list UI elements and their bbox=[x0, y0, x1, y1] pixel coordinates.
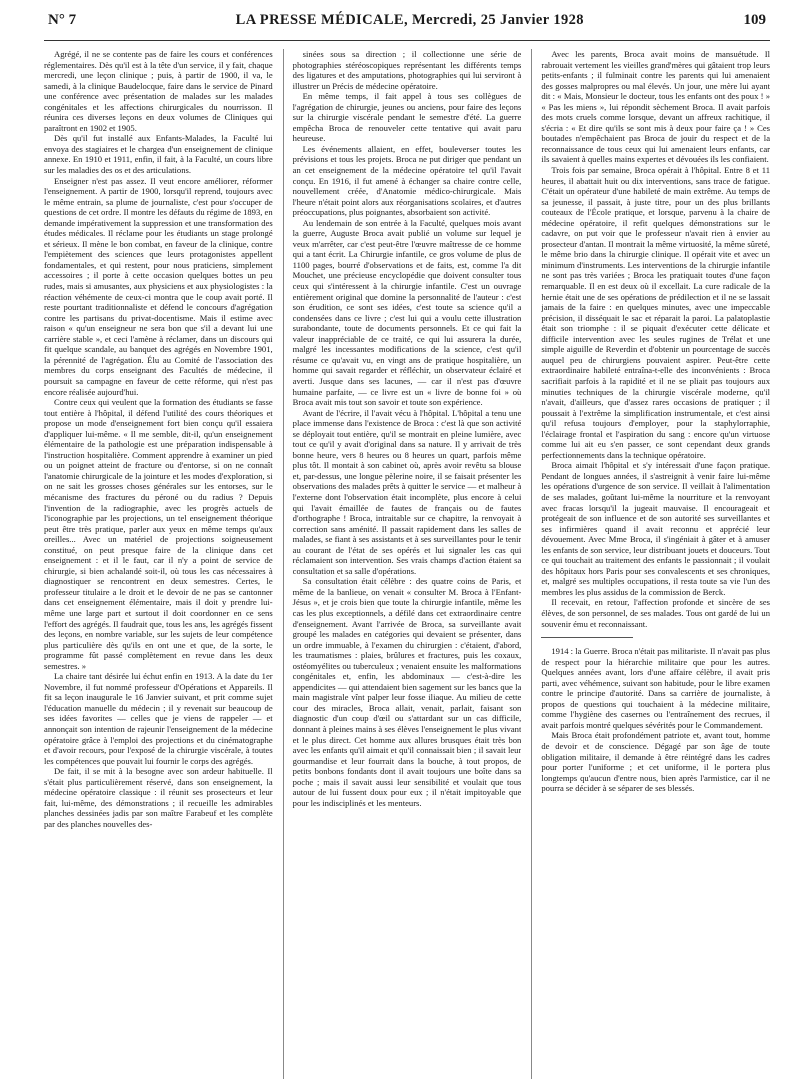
paragraph: Trois fois par semaine, Broca opérait à l'hôpital. Entre 8 et 11 heures, il abattait huit ou dix interventions, sans trace de fatigue. C'était un opérateur d'une habileté de main extrême. Au temps de sa jeunesse, il passait, à juste titre, pour un des plus brillants couteaux de l'École pratique, et lorsque, parvenu à la chaire de médecine opératoire, il refit quelques démonstrations sur le cadavre, on put voir que le professeur n'avait rien à envier au prosecteur d'antan. Il montrait la même virtuosité, la même sûreté, le même brio dans la chirurgie clinique. Il opérait vite et avec un minimum d'instruments. Les interventions de la chirurgie infantile ne sont pas très variées ; Broca les pratiquait toutes d'une façon remarquable. Il en est deux où il excellait. La cure radicale de la hernie était une de ses opérations de prédilection et il ne se lassait jamais de la faire : en quelques minutes, avec une impeccable précision, il disséquait le sac et réparait la paroi. La palatoplastie était son triomphe : il se piquait d'exécuter cette délicate et difficile intervention avec les seules rugines de Trélat et une simple aiguille de Reverdin et d'obtenir un pourcentage de succès auquel peu de chirurgiens pouvaient aspirer. Peut-être cette extraordinaire habileté entraîna-t-elle des inconvénients : Broca sacrifiait parfois à la rapidité et il ne se pliait pas toujours aux minuties techniques de la chirurgie viscérale moderne, qu'il n'avait, d'ailleurs, que d'assez rares occasions de pratiquer ; il poussait à l'extrême la simplification instrumentale, et c'est ainsi qu'il refusa toujours d'employer, pour la staphylorraphie, l'éclairage frontal et l'aspiration du sang : encore qu'un virtuose comme lui ait eu s'en passer, ce sont cependant deux grands perfectionnements dans la technique opératoire. bbox=[541, 165, 771, 460]
column-1 bbox=[44, 49, 273, 1079]
paragraph: Les événements allaient, en effet, bouleverser toutes les prévisions et tous les projets. Broca ne put diriger que pendant un an cet enseignement de la médecine opératoire tel qu'il l'avait conçu. En 1916, il fut amené à échanger sa chaire contre celle, nouvellement créée, d'Anatomie médico-chirurgicale. Mais l'heure n'était point alors aux réorganisations scolaires, et d'autres préoccupations, plus poignantes, absorbaient son activité. bbox=[292, 143, 522, 218]
paragraph: Il recevait, en retour, l'affection profonde et sincère de ses élèves, de son personnel, de ses malades. Tous ont gardé de lui un souvenir ému et reconnaissant. bbox=[541, 597, 771, 629]
paragraph: Avec les parents, Broca avait moins de mansuétude. Il rabrouait vertement les vieilles grand'mères qui gâtaient trop leurs petits-enfants ; il fulminait contre les parents qui lui amenaient des gosses malpropres ou mal élevés. Un jour, une mère lui ayant dit : « Mais, Monsieur le docteur, tous les enfants ont des poux ! » « Pas les miens », lui répondit sèchement Broca. Il avait parfois des mots cruels comme lorsque, devant un affreux rachitique, il s'écria : « Et dire qu'ils se sont mis à deux pour faire ça ! » Ces boutades n'empêchaient pas Broca de jouir du respect et de la reconnaissance de tous ceux qui lui amenaient leurs enfants, car ils savaient à quelles mains expertes et dévouées ils les confiaient. bbox=[541, 49, 771, 165]
page-header bbox=[44, 12, 770, 41]
column-3 bbox=[531, 49, 770, 1079]
paragraph: Dès qu'il fut installé aux Enfants-Malades, la Faculté lui envoya des stagiaires et le chargea d'un enseignement de clinique annexe. En 1910 et 1911, enfin, il fait, à la Faculté, un cours libre sur les maladies des os et des articulations. bbox=[44, 133, 273, 176]
paragraph: Agrégé, il ne se contente pas de faire les cours et conférences réglementaires. Dès qu'il est à la tête d'un service, il y fait, chaque mercredi, une leçon clinique ; puis, à partir de 1900, il va, le samedi, à la clinique Baudelocque, faire dans le service de Pinard une conférence avec présentation de malades sur les malades congénitales et les affections chirurgicales du nourrisson. Il réunira ces diverses leçons en deux volumes de Cliniques qui paraîtront en 1902 et 1905. bbox=[44, 49, 273, 133]
page-number: 109 bbox=[743, 12, 766, 28]
paragraph: Avant de l'écrire, il l'avait vécu à l'hôpital. L'hôpital a tenu une place immense dans l'existence de Broca : c'est là que son activité se déployait tout entière, qu'il se montrait en pleine lumière, avec tout ce qu'il y avait d'original dans sa nature. Il y arrivait de très bonne heure, vers 8 heures ou 8 heures un quart, parfois même plus tôt. Il montait à son cabinet où, après avoir revêtu sa blouse et, par-dessus, une longue pèlerine noire, il se faisait présenter les observations des malades prêts à quitter le service — et malheur à l'externe dont l'observation était incomplète, plus encore à celui qui l'avait émaillée de fautes de français ou de fautes d'orthographe ! Broca, intraitable sur ce chapitre, la renvoyait à correction sans aménité. Il passait rapidement dans les salles de malades, se fiant à ses assistants et à ses surveillantes pour le tenir au courant de l'état de ses opérés et lui signaler les cas qui réclamaient son intervention. Ses vrais champs d'action étaient sa consultation et sa salle d'opérations. bbox=[292, 407, 522, 576]
column-2 bbox=[283, 49, 522, 1079]
article-columns bbox=[44, 49, 770, 1079]
journal-title: LA PRESSE MÉDICALE, Mercredi, 25 Janvier 1928 bbox=[235, 12, 584, 28]
paragraph: 1914 : la Guerre. Broca n'était pas militariste. Il n'avait pas plus de respect pour la hiérarchie militaire que pour les autres. Quelques années avant, lors d'une affaire célèbre, il avait pris parti, avec véhémence, suivant son habitude, pour le libre examen contre le principe d'autorité. Dans sa carrière de journaliste, à propos de questions qui touchaient à la médecine militaire, comme l'hygiène des casernes ou l'entraînement des recrues, il avait parfois montré quelques sévérités pour le Commandement. bbox=[541, 646, 771, 730]
paragraph: sinées sous sa direction ; il collectionne une série de photographies stéréoscopiques représentant les différents temps des ligatures et des amputations, photographies qui lui serviront à illustrer un Précis de médecine opératoire. bbox=[292, 49, 522, 91]
paragraph: Mais Broca était profondément patriote et, avant tout, homme de devoir et de conscience. Dégagé par son âge de toute obligation militaire, il demande à être réintégré dans les cadres pour porter l'uniforme ; et cet uniforme, il le portera plus longtemps qu'aucun d'entre nous, bien après l'armistice, car il ne pourra se décider à se séparer de ses blessés. bbox=[541, 730, 771, 794]
paragraph: De fait, il se mit à la besogne avec son ardeur habituelle. Il s'était plus particulièrement réservé, dans son enseignement, la médecine opératoire classique : il réunit ses prosecteurs et leur fait, lui-même, des démonstrations ; il recueille les admirables planches dessinées jadis par son maître Farabeuf et les complète par des planches nouvelles des- bbox=[44, 766, 273, 829]
paragraph: Enseigner n'est pas assez. Il veut encore améliorer, réformer l'enseignement. A partir de 1900, lorsqu'il reprend, toujours avec le même entrain, sa plume de journaliste, c'est pour s'occuper de questions de cet ordre. Il montre les défauts du régime de 1893, en demande impérativement la suppression et une transformation des études médicales. Il réclame pour les étudiants un stage prolongé et sérieux. Il mène le bon combat, en faveur de la clinique, contre l'empiètement des sciences que leurs protagonistes appellent fondamentales, et qui restent, pour nous praticiens, simplement accessoires ; il porte à cette occasion quelques bottes un peu rudes, mais si amusantes, aux physiciens et aux physiologistes : la réaction véhémente de ceux-ci montra que le coup avait porté. Il reste pourtant traditionnaliste et défend le concours d'agrégation contre les partisans du privat-docentisme. Mais il estime avec raison « qu'un enseigneur ne sera bon que s'il a devant lui une carrière stable », et ceci l'amène à réclamer, dans un discours qui fit quelque scandale, au banquet des agrégés en Novembre 1901, la pérennité de l'agrégation. Élu au Comité de l'association des membres du corps enseignant des Facultés de médecine, il poursuit sa campagne en faveur de cette réforme, qui n'est pas encore réalisée aujourd'hui. bbox=[44, 175, 273, 397]
paragraph: Broca aimait l'hôpital et s'y intéressait d'une façon pratique. Pendant de longues années, il s'astreignit à venir faire lui-même les opérations d'urgence de son service. Il veillait à l'alimentation de ses malades, goûtant lui-même la nourriture et la renvoyant avec fracas lorsqu'il la jugeait mauvaise. Il encourageait et protégeait de son influence et de son autorité ses surveillantes et ses infirmières quand il avait reconnu et apprécié leur dévouement. Avec Mme Broca, il s'ingéniait à gâter et à amuser les enfants de son service, leur distribuant jouets et douceurs. Tout ce qui touchait au traitement des enfants le passionnait ; il voulait des hôpitaux hors Paris pour ses convalescents et ses chroniques, et, malgré ses multiples occupations, il resta toute sa vie l'un des membres les plus assidus de la commission de Berck. bbox=[541, 460, 771, 597]
section-divider bbox=[541, 637, 632, 638]
paragraph: En même temps, il fait appel à tous ses collègues de l'agrégation de chirurgie, jeunes ou anciens, pour faire des leçons sur la chirurgie viscérale pendant le semestre d'été. La guerre empêcha Broca de renouveler cette tentative qui avait paru heureuse. bbox=[292, 91, 522, 144]
paragraph: La chaire tant désirée lui échut enfin en 1913. A la date du 1er Novembre, il fut nommé professeur d'Opérations et Appareils. Il fit sa leçon inaugurale le 16 Janvier suivant, et prit comme sujet l'éducation manuelle du médecin ; il y revenait sur beaucoup de ses idées favorites — celles que je viens de rappeler — et annonçait son intention de rajeunir l'enseignement de la médecine opératoire grâce à l'emploi des projections et du cinématographe et d'avoir recours, pour l'exposé de la chirurgie viscérale, à toutes les compétences que pouvait lui fournir le corps des agrégés. bbox=[44, 671, 273, 766]
paragraph: Au lendemain de son entrée à la Faculté, quelques mois avant la guerre, Auguste Broca avait publié un volume sur lequel je veux m'arrêter, car c'est peut-être l'œuvre maîtresse de ce homme qui a tant écrit. La Chirurgie infantile, ce gros volume de plus de 1100 pages, bourré d'observations et de faits, est, comme l'a dit Mouchet, une précieuse encyclopédie que doivent consulter tous ceux qui s'intéressent à la chirurgie infantile. C'est un ouvrage entièrement original que domine la personnalité de l'auteur : c'est son érudition, ce sont ses idées, c'est toute sa science qu'il a condensées dans ce livre ; c'est lui qui a voulu cette illustration surabondante, toute de documents personnels. Et ce qui fait la valeur inappréciable de ce traité, ce qui lui assurera la durée, malgré les incessantes modifications de la science, c'est qu'il résume ce qu'avait vu, en vingt ans de pratique hospitalière, un homme qui savait regarder et réfléchir, un observateur éclairé et averti. Jusque dans ses lacunes, — car il n'est pas d'œuvre humaine parfaite, — ce livre est un « livre de bonne foi » où Broca avait mis tout son savoir et toute son expérience. bbox=[292, 217, 522, 408]
issue-number: N° 7 bbox=[48, 12, 77, 28]
paragraph: Sa consultation était célèbre : des quatre coins de Paris, et même de la banlieue, on venait « consulter M. Broca à l'Enfant-Jésus », et je crois bien que toute la chirurgie infantile, même les cas les plus exceptionnels, a défilé dans cet extraordinaire centre d'enseignement. Avant l'arrivée de Broca, sa surveillante avait groupé les malades en catégories qui devaient se présenter, dans un ordre immuable, à l'examen du chirurgien : c'étaient, d'abord, les traumatismes : plaies, brûlures et fractures, puis les coxaux, ostéomyélites ou tuberculeux ; venaient ensuite les malformations congénitales et, enfin, les abdominaux — c'est-à-dire les appendicites — qui attendaient bien sagement sur les bancs que la main magistrale vînt palper leur fosse iliaque. Au milieu de cette cour des miracles, Broca allait, venait, parlait, faisant son diagnostic d'un coup d'œil ou s'attardant sur un cas difficile, donnant à pleines mains à ses élèves l'enseignement le plus vivant et le plus direct. Cet homme aux allures brusques était très bon avec les enfants qu'il aimait et qu'il connaissait bien ; il savait leur gourmandise et leur fourrait dans la bouche, à tout propos, de petits bonbons fondants dont il avait toujours une boîte dans sa poche ; mais il savait aussi leur sensibilité et voulait que tous autour de lui fussent doux pour eux ; il n'était impitoyable que pour les indisciplinés et les menteurs. bbox=[292, 576, 522, 808]
paragraph: Contre ceux qui veulent que la formation des étudiants se fasse tout entière à l'hôpital, il défend l'utilité des cours théoriques et propose un mode d'enseignement fort bien conçu qu'il essaiera d'appliquer lui-même. « Il me semble, dit-il, qu'un enseignement élémentaire de la pathologie est une préparation indispensable à l'instruction hospitalière. Comment apprendre à examiner un pied ou un poignet atteint de fracture ou d'entorse, si on ne connaît l'anatomie chirurgicale de la jointure et les modes d'exploration, si on ne sait les grosses choses générales sur les entorses, sur le mécanisme des fractures du péroné ou du radius ? Depuis l'invention de la radiographie, avec les progrès actuels de l'iconographie par les projections, un tel enseignement théorique peut être très pratique, parler aux yeux en même temps qu'aux oreilles... Avec un matériel de projections soigneusement constitué, on peut presque faire de la clinique dans cet enseignement : et il le faut, car il n'y a point de service de chirurgie, si bien achalandé soit-il, où tous les cas nécessaires à diagnostiquer se rencontrent en deux semestres. Certes, le professeur titulaire a le droit et le devoir de ne pas se cantonner dans cet enseignement élémentaire, mais il doit y prendre lui-même une large part et surtout il doit coordonner en ce sens l'effort des agrégés. Il faudrait que, tous les ans, les agrégés fissent des leçons, en nombre variable, sur les sujets de leur compétence plus particulière dès qu'ils en ont une et que, de la sorte, le programme fût passé complètement en revue dans les deux semestres. » bbox=[44, 397, 273, 671]
